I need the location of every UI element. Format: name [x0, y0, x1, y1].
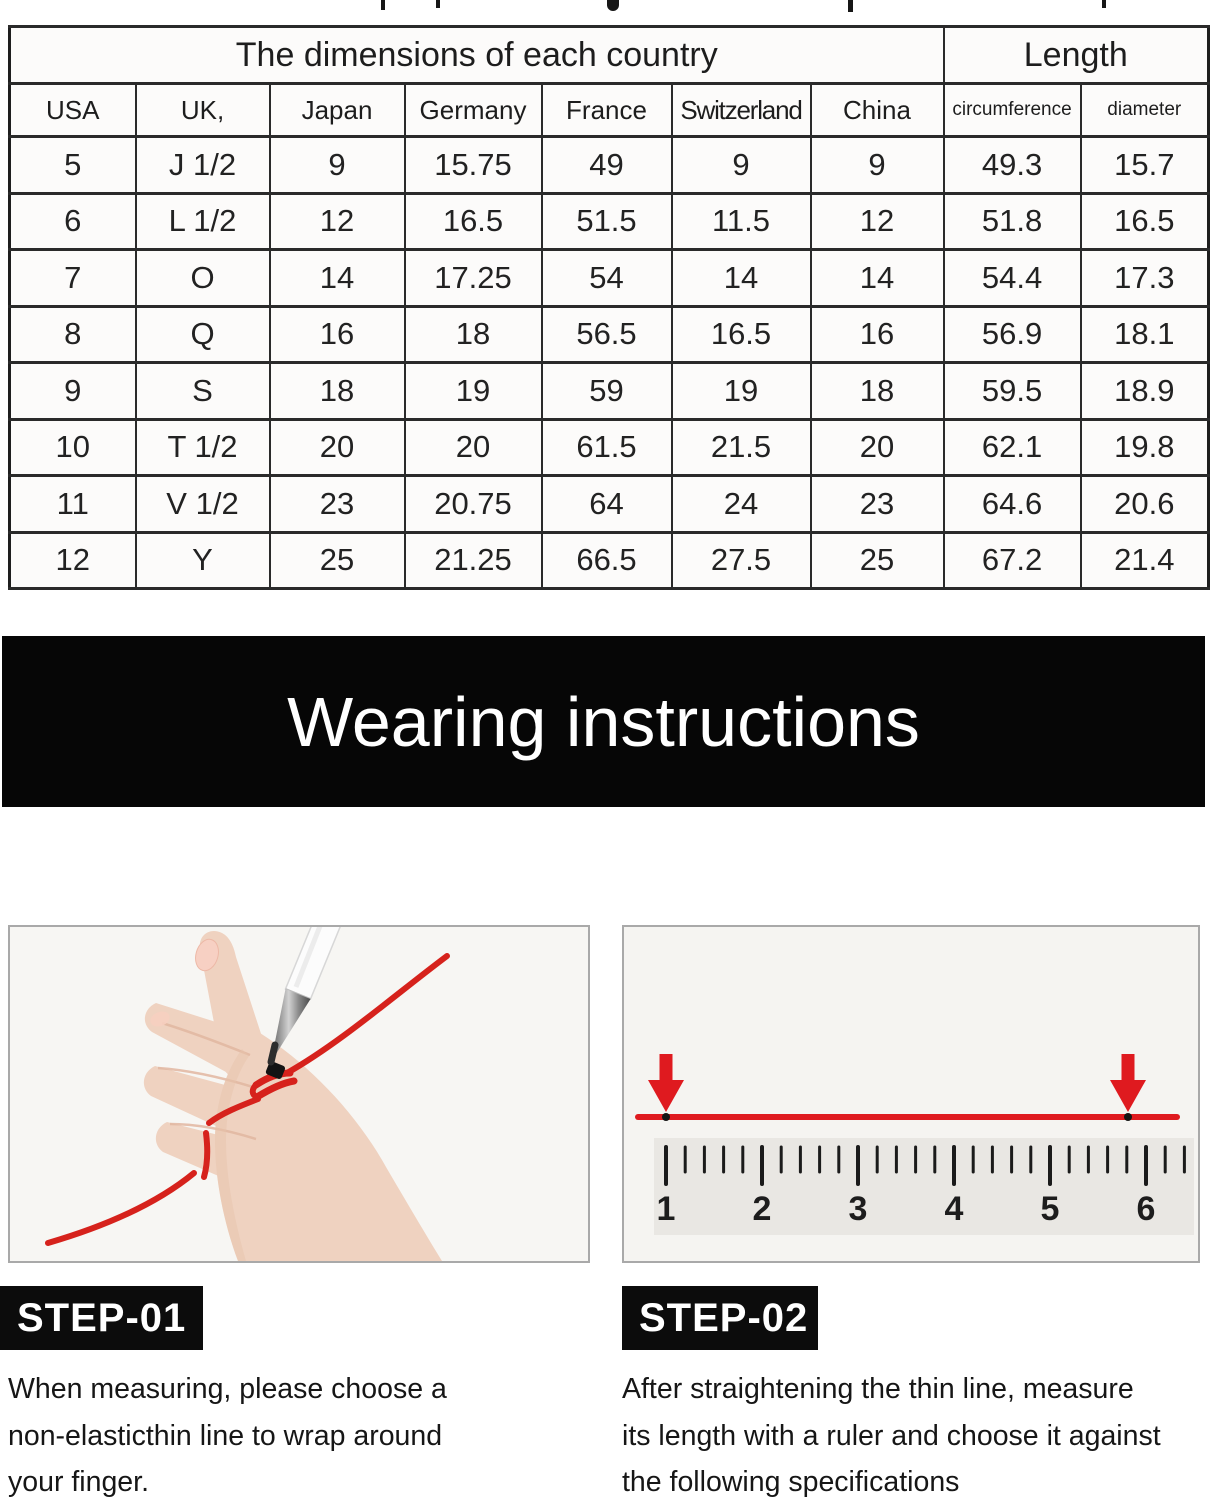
table-title-length: Length: [944, 27, 1209, 84]
table-title-row: [10, 27, 1209, 84]
table-cell: 51.8: [944, 193, 1081, 250]
table-row: [10, 306, 1209, 363]
step-02-line: After straightening the thin line, measure: [622, 1373, 1134, 1405]
step-01-badge: [0, 1286, 203, 1350]
table-cell: 14: [270, 250, 405, 307]
hand-string-photo: [8, 925, 590, 1263]
table-cell: 18.9: [1081, 363, 1209, 420]
table-cell: 25: [270, 532, 405, 589]
table-cell: 20: [811, 419, 944, 476]
ruler-number: 2: [752, 1190, 772, 1228]
table-cell: 16.5: [405, 193, 542, 250]
table-cell: 19: [672, 363, 811, 420]
step-01-line: When measuring, please choose a: [8, 1373, 447, 1405]
cropped-text-remnant: [607, 0, 619, 11]
column-header-china: China: [811, 84, 944, 137]
table-cell: 14: [672, 250, 811, 307]
table-cell: 5: [10, 137, 136, 194]
table-row: [10, 193, 1209, 250]
column-header-germany: Germany: [405, 84, 542, 137]
table-cell: 7: [10, 250, 136, 307]
table-cell: 23: [270, 476, 405, 533]
step-02-line: its length with a ruler and choose it against: [622, 1419, 1161, 1452]
table-cell: 19.8: [1081, 419, 1209, 476]
cropped-text-remnant: [848, 0, 853, 12]
column-header-diameter: diameter: [1081, 84, 1209, 137]
table-cell: 9: [10, 363, 136, 420]
step-01-line: your finger.: [8, 1466, 149, 1498]
table-cell: 9: [811, 137, 944, 194]
table-cell: 12: [10, 532, 136, 589]
table-cell: 17.25: [405, 250, 542, 307]
step-02-badge: [622, 1286, 818, 1350]
table-cell: 16: [811, 306, 944, 363]
wearing-instructions-banner: [2, 636, 1205, 807]
hand-illustration: [10, 927, 588, 1261]
table-cell: 59: [542, 363, 672, 420]
table-cell: S: [136, 363, 270, 420]
banner-title: Wearing instructions: [287, 682, 920, 761]
table-cell: O: [136, 250, 270, 307]
table-cell: 18: [811, 363, 944, 420]
table-cell: 17.3: [1081, 250, 1209, 307]
cropped-text-remnant: [1102, 0, 1106, 8]
table-cell: 24: [672, 476, 811, 533]
table-cell: 21.4: [1081, 532, 1209, 589]
column-header-uk: UK,: [136, 84, 270, 137]
table-cell: 18: [405, 306, 542, 363]
table-cell: Q: [136, 306, 270, 363]
table-cell: 18.1: [1081, 306, 1209, 363]
ruler-number: 4: [944, 1190, 964, 1228]
table-cell: 54.4: [944, 250, 1081, 307]
table-cell: 23: [811, 476, 944, 533]
table-cell: 56.9: [944, 306, 1081, 363]
table-cell: 16.5: [1081, 193, 1209, 250]
ruler-number: 6: [1136, 1190, 1156, 1228]
table-cell: 61.5: [542, 419, 672, 476]
step-01-description: [8, 1366, 447, 1500]
table-title-dimensions: The dimensions of each country: [10, 27, 944, 84]
table-cell: V 1/2: [136, 476, 270, 533]
table-row: [10, 250, 1209, 307]
table-cell: Y: [136, 532, 270, 589]
table-cell: 21.5: [672, 419, 811, 476]
table-cell: 20.75: [405, 476, 542, 533]
table-cell: T 1/2: [136, 419, 270, 476]
table-cell: 67.2: [944, 532, 1081, 589]
table-cell: L 1/2: [136, 193, 270, 250]
table-cell: 12: [270, 193, 405, 250]
table-cell: 66.5: [542, 532, 672, 589]
table-cell: 14: [811, 250, 944, 307]
step-01-line: non-elasticthin line to wrap around: [8, 1419, 443, 1452]
table-row: [10, 363, 1209, 420]
red-thread-line: [635, 1114, 1180, 1120]
table-cell: 49: [542, 137, 672, 194]
table-cell: 27.5: [672, 532, 811, 589]
table-cell: 54: [542, 250, 672, 307]
table-header-row: [10, 84, 1209, 137]
table-cell: 15.7: [1081, 137, 1209, 194]
column-header-usa: USA: [10, 84, 136, 137]
ruler-number: 3: [848, 1190, 868, 1228]
column-header-switzerland: Switzerland: [672, 84, 811, 137]
table-cell: 18: [270, 363, 405, 420]
table-cell: 11.5: [672, 193, 811, 250]
table-cell: 20.6: [1081, 476, 1209, 533]
ruler-number: 5: [1040, 1190, 1060, 1228]
table-cell: 25: [811, 532, 944, 589]
table-cell: 11: [10, 476, 136, 533]
ruler-body: [654, 1138, 1194, 1235]
ruler-illustration: [624, 927, 1198, 1261]
ruler-photo: [622, 925, 1200, 1263]
table-cell: 8: [10, 306, 136, 363]
table-cell: 9: [672, 137, 811, 194]
thread-end-dot: [662, 1113, 670, 1121]
thread-end-dot: [1124, 1113, 1132, 1121]
table-cell: 56.5: [542, 306, 672, 363]
table-cell: 49.3: [944, 137, 1081, 194]
table-cell: 64: [542, 476, 672, 533]
table-cell: 16: [270, 306, 405, 363]
table-cell: 15.75: [405, 137, 542, 194]
table-cell: 21.25: [405, 532, 542, 589]
table-cell: 16.5: [672, 306, 811, 363]
column-header-japan: Japan: [270, 84, 405, 137]
ring-size-table: [8, 25, 1210, 590]
table-row: [10, 137, 1209, 194]
table-cell: 20: [405, 419, 542, 476]
table-row: [10, 532, 1209, 589]
table-cell: 64.6: [944, 476, 1081, 533]
ruler-number: 1: [656, 1190, 676, 1228]
column-header-france: France: [542, 84, 672, 137]
cropped-text-remnant: [436, 0, 440, 8]
table-cell: 51.5: [542, 193, 672, 250]
step-02-description: [622, 1366, 1161, 1500]
cropped-text-remnant: [381, 0, 385, 10]
step-02-label: STEP-02: [639, 1295, 809, 1340]
table-row: [10, 419, 1209, 476]
table-cell: 6: [10, 193, 136, 250]
step-01-label: STEP-01: [17, 1295, 187, 1340]
step-02-line: the following specifications: [622, 1466, 960, 1498]
table-cell: 59.5: [944, 363, 1081, 420]
table-cell: 10: [10, 419, 136, 476]
table-cell: 19: [405, 363, 542, 420]
table-row: [10, 476, 1209, 533]
column-header-circumference: circumference: [944, 84, 1081, 137]
table-cell: 62.1: [944, 419, 1081, 476]
table-cell: 9: [270, 137, 405, 194]
table-cell: 20: [270, 419, 405, 476]
table-cell: J 1/2: [136, 137, 270, 194]
table-cell: 12: [811, 193, 944, 250]
